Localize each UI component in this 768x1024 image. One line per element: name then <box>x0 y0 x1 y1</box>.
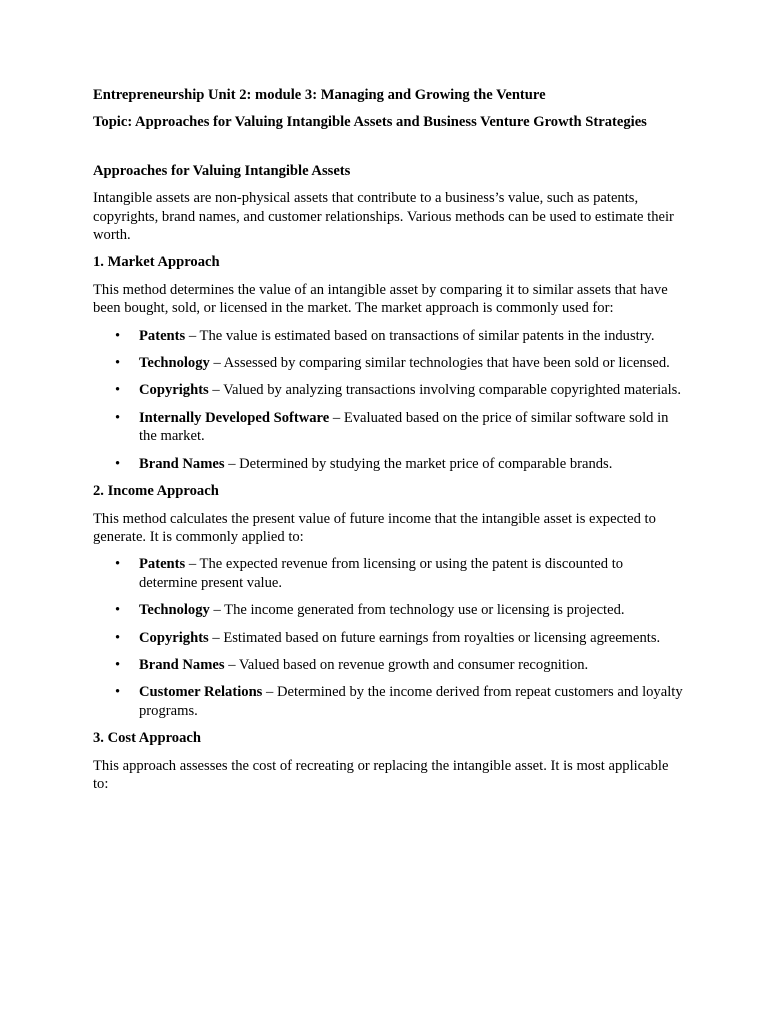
list-item-desc: – Estimated based on future earnings from royalties or licensing agreements. <box>208 629 661 646</box>
bullet-icon: • <box>115 556 121 573</box>
list-item <box>93 354 683 372</box>
bullet-icon: • <box>115 355 121 372</box>
list-item-desc: – Determined by the income derived from repeat customers and loyalty programs. <box>139 684 683 719</box>
bullet-icon: • <box>115 382 121 399</box>
document-page <box>93 86 683 802</box>
list-item <box>93 381 683 399</box>
list-item <box>93 455 683 473</box>
cost-approach-heading: 3. Cost Approach <box>93 730 201 747</box>
list-item-desc: – Evaluated based on the price of similar software sold in the market. <box>139 409 669 445</box>
list-item-desc: – The income generated from technology use or licensing is projected. <box>209 602 625 619</box>
list-item-desc: – Assessed by comparing similar technologies that have been sold or licensed. <box>209 355 670 372</box>
list-item <box>93 555 683 592</box>
list-item-term: Customer Relations <box>139 684 263 701</box>
list-item <box>93 656 683 674</box>
document-title: Entrepreneurship Unit 2: module 3: Managing and Growing the Venture <box>93 87 546 103</box>
bullet-icon: • <box>115 327 121 344</box>
bullet-icon: • <box>115 409 121 426</box>
list-item-term: Copyrights <box>139 382 209 399</box>
list-item-desc: – The expected revenue from licensing or using the patent is discounted to determine present value. <box>139 556 624 591</box>
cost-approach-intro: This approach assesses the cost of recreating or replacing the intangible asset. It is most applicable to: <box>93 757 669 792</box>
list-item-desc: – Determined by studying the market price of comparable brands. <box>224 455 613 472</box>
list-item-desc: – The value is estimated based on transactions of similar patents in the industry. <box>185 327 655 344</box>
list-item-desc: – Valued by analyzing transactions involving comparable copyrighted materials. <box>208 382 682 399</box>
income-approach-intro: This method calculates the present value of future income that the intangible asset is expected to generate. It is commonly applied to: <box>93 510 656 545</box>
section-heading: Approaches for Valuing Intangible Assets <box>93 162 351 179</box>
income-approach-list <box>93 555 683 720</box>
list-item <box>93 629 683 647</box>
list-item-term: Copyrights <box>139 629 209 646</box>
list-item-term: Brand Names <box>139 656 225 673</box>
list-item <box>93 683 683 720</box>
market-approach-heading: 1. Market Approach <box>93 254 220 271</box>
bullet-icon: • <box>115 455 121 472</box>
bullet-icon: • <box>115 602 121 619</box>
list-item <box>93 601 683 619</box>
list-item-term: Technology <box>139 602 210 619</box>
document-topic: Topic: Approaches for Valuing Intangible Assets and Business Venture Growth Strategies <box>93 114 647 131</box>
list-item-desc: – Valued based on revenue growth and consumer recognition. <box>224 656 589 673</box>
bullet-icon: • <box>115 629 121 646</box>
list-item-term: Brand Names <box>139 455 225 472</box>
bullet-icon: • <box>115 684 121 701</box>
list-item-term: Internally Developed Software <box>139 409 330 426</box>
income-approach-heading: 2. Income Approach <box>93 483 219 500</box>
list-item-term: Technology <box>139 355 210 372</box>
market-approach-list <box>93 327 683 473</box>
list-item-term: Patents <box>139 556 186 573</box>
bullet-icon: • <box>115 656 121 673</box>
list-item-term: Patents <box>139 327 186 344</box>
section-intro: Intangible assets are non-physical assets that contribute to a business’s value, such as patents, copyrights, brand names, and customer relationships. Various methods can be used to estimate their worth. <box>93 190 674 244</box>
list-item <box>93 409 683 446</box>
market-approach-intro: This method determines the value of an intangible asset by comparing it to similar assets that have been bought, sold, or licensed in the market. The market approach is commonly used for: <box>93 281 668 317</box>
list-item <box>93 327 683 345</box>
